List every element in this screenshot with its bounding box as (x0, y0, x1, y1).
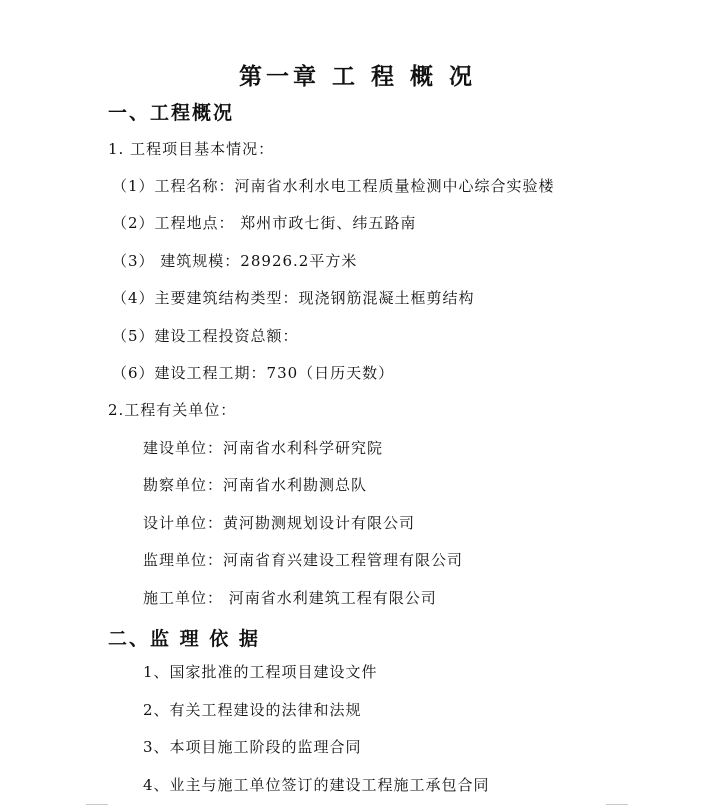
detail-project-location: （2）工程地点： 郑州市政七街、纬五路南 (112, 214, 417, 232)
unit-design: 设计单位：黄河勘测规划设计有限公司 (143, 514, 416, 532)
unit-construction: 施工单位： 河南省水利建筑工程有限公司 (143, 589, 437, 607)
section-heading-overview: 一、工程概况 (108, 102, 235, 124)
detail-building-scale: （3） 建筑规模：28926.2平方米 (112, 252, 358, 270)
basis-item: 3、本项目施工阶段的监理合同 (143, 738, 362, 756)
detail-investment-total: （5）建设工程投资总额： (112, 327, 299, 345)
detail-project-name: （1）工程名称：河南省水利水电工程质量检测中心综合实验楼 (112, 177, 555, 195)
item-related-units-title: 2.工程有关单位： (108, 401, 237, 419)
detail-structure-type: （4）主要建筑结构类型：现浇钢筋混凝土框剪结构 (112, 289, 475, 307)
detail-construction-period: （6）建设工程工期：730（日历天数） (112, 364, 395, 382)
item-basic-info-title: 1. 工程项目基本情况： (108, 140, 275, 158)
chapter-title: 第一章 工 程 概 况 (238, 63, 477, 90)
page-corner-mark-right (606, 804, 628, 805)
basis-item: 2、有关工程建设的法律和法规 (143, 701, 362, 719)
unit-owner: 建设单位：河南省水利科学研究院 (143, 439, 384, 457)
section-heading-basis: 二、监 理 依 据 (108, 628, 260, 650)
unit-survey: 勘察单位：河南省水利勘测总队 (143, 476, 368, 494)
basis-item: 1、国家批准的工程项目建设文件 (143, 663, 378, 681)
unit-supervision: 监理单位：河南省育兴建设工程管理有限公司 (143, 551, 464, 569)
basis-item: 4、业主与施工单位签订的建设工程施工承包合同 (143, 776, 490, 794)
page-corner-mark-left (86, 804, 108, 805)
